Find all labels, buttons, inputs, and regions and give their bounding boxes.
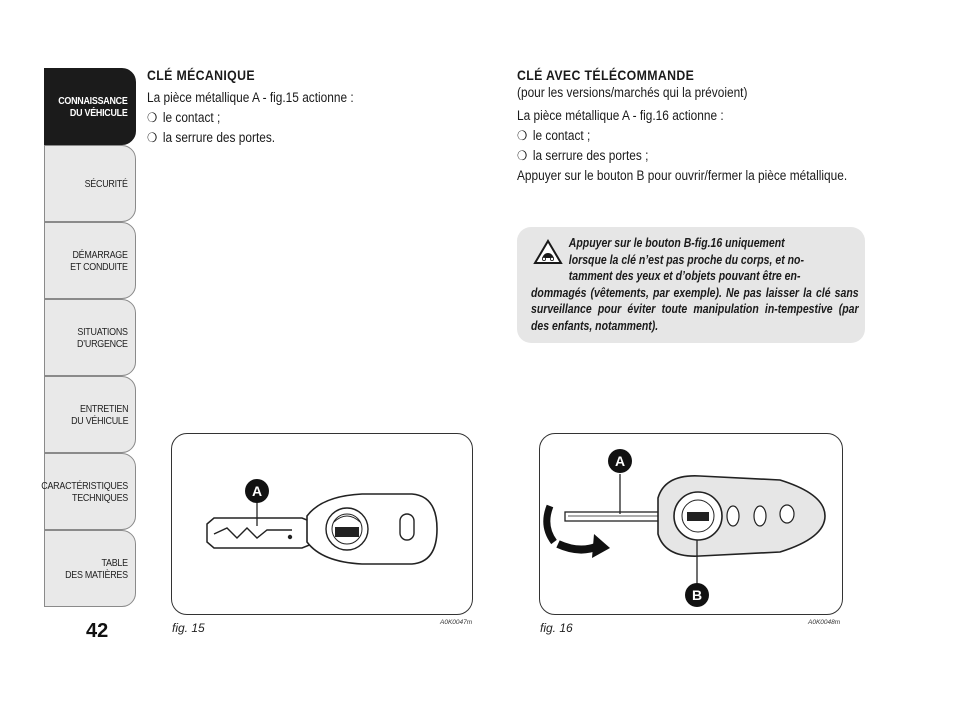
figure-16-remote-key (539, 433, 843, 615)
bullet-icon: ❍ (147, 130, 158, 145)
list-item: ❍ la serrure des portes ; (517, 146, 887, 166)
section-intro: La pièce métallique A - fig.16 actionne : (517, 108, 724, 123)
tab-securite[interactable] (44, 145, 136, 222)
figure-15-mechanical-key (171, 433, 473, 615)
figure-code: A0K0047m (440, 619, 473, 626)
figure-code: A0K0048m (808, 619, 841, 626)
tab-label: SÉCURITÉ (84, 177, 128, 190)
list-item: ❍ la serrure des portes. (147, 128, 517, 148)
figure-caption: fig. 16 (540, 621, 573, 635)
tab-demarrage-et-conduite[interactable] (44, 222, 136, 299)
tab-label: SITUATIONS D’URGENCE (77, 325, 128, 350)
section-cle-avec-telecommande (517, 66, 937, 186)
page-number: 42 (86, 620, 109, 642)
label-a: A (614, 453, 626, 469)
tab-label: CARACTÉRISTIQUES TECHNIQUES (41, 479, 128, 504)
section-heading: CLÉ MÉCANIQUE (147, 67, 255, 83)
warning-box (517, 227, 865, 343)
tab-caracteristiques-techniques[interactable] (41, 453, 136, 530)
bullet-icon: ❍ (147, 110, 158, 125)
label-b: B (691, 587, 703, 603)
bullet-icon: ❍ (517, 128, 528, 143)
tab-situations-d-urgence[interactable] (44, 299, 136, 376)
tab-label: ENTRETIEN DU VÉHICULE (70, 402, 128, 427)
section-closing: Appuyer sur le bouton B pour ouvrir/fermer la pièce métallique. (517, 168, 848, 183)
mechanical-key-illustration (172, 434, 472, 614)
tab-entretien-du-vehicule[interactable] (44, 376, 136, 453)
warning-text: Appuyer sur le bouton B-fig.16 uniquement lorsque la clé n’est pas proche du corps, et no- tamment des yeux et d’objets pouvant être en- dommagés (vêtements, par exemple). Ne pas laisser la clé sans surveillance pour éviter toute manipulation in-tempestive (par des enfants, notamment). (531, 236, 859, 333)
tab-label: TABLE DES MATIÈRES (65, 556, 128, 581)
tab-table-des-matieres[interactable] (44, 530, 136, 607)
label-a: A (251, 483, 263, 499)
section-intro: La pièce métallique A - fig.15 actionne : (147, 90, 354, 105)
tab-label: DÉMARRAGE ET CONDUITE (70, 248, 128, 273)
list-item: ❍ le contact ; (517, 126, 887, 146)
list-item: ❍ le contact ; (147, 108, 517, 128)
section-heading: CLÉ AVEC TÉLÉCOMMANDE (517, 67, 695, 83)
section-cle-mecanique (147, 66, 567, 148)
figure-caption: fig. 15 (172, 621, 205, 635)
tab-label: CONNAISSANCE DU VÉHICULE (58, 94, 128, 119)
remote-key-illustration (540, 434, 842, 614)
chapter-tabs (41, 68, 136, 607)
section-subheading: (pour les versions/marchés qui la prévoient) (517, 85, 748, 100)
bullet-icon: ❍ (517, 148, 528, 163)
tab-connaissance-du-vehicule[interactable] (44, 68, 136, 145)
